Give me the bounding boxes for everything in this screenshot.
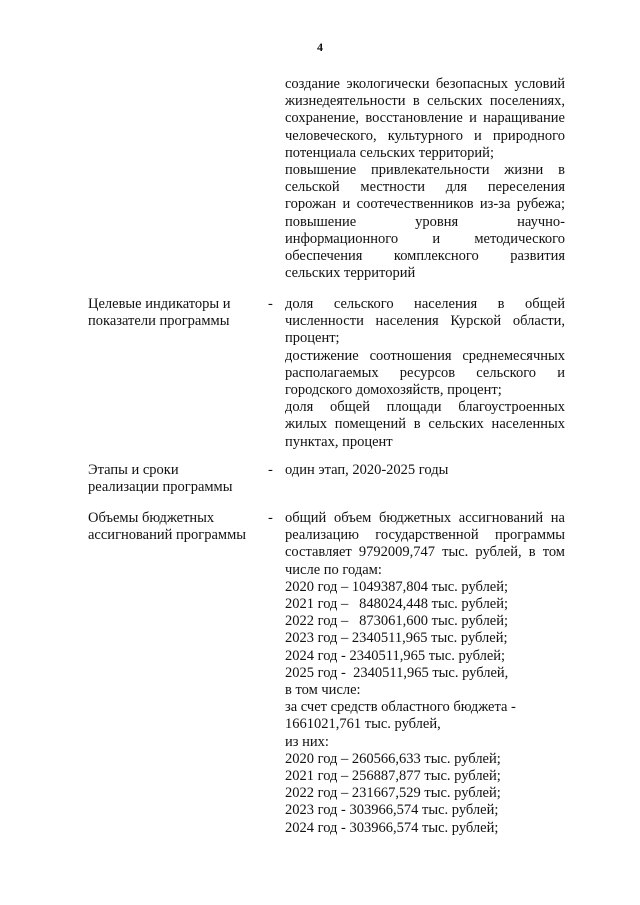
text-line: 2023 год – 2340511,965 тыс. рублей;: [285, 630, 508, 647]
stages-dash: -: [268, 462, 273, 478]
text-line: реализацию государственной программы: [285, 527, 565, 544]
text-line: 2021 год – 848024,448 тыс. рублей;: [285, 596, 509, 613]
stages-label: [88, 462, 258, 496]
text-line: общий объем бюджетных ассигнований на: [285, 510, 565, 526]
budget-dash: -: [268, 510, 273, 526]
text-line: 2022 год – 231667,529 тыс. рублей;: [285, 785, 501, 802]
text-line: 2025 год - 2340511,965 тыс. рублей,: [285, 664, 509, 681]
text-line: жизнедеятельности в сельских поселениях,: [285, 93, 565, 110]
text-line: один этап, 2020-2025 годы: [285, 462, 449, 478]
text-line: в том числе:: [285, 682, 361, 699]
text-line: 2024 год - 2340511,965 тыс. рублей;: [285, 647, 506, 664]
text-line: повышение привлекательности жизни в: [285, 162, 565, 179]
text-line: городского домохозяйств, процент;: [285, 382, 502, 399]
text-line: из них:: [285, 733, 329, 750]
label-line: реализации программы: [88, 479, 233, 496]
page-number: 4: [317, 40, 323, 54]
indicators-content: [285, 296, 565, 451]
label-line: ассигнований программы: [88, 527, 247, 544]
budget-content: [285, 510, 565, 837]
label-line: Объемы бюджетных: [88, 510, 215, 526]
indicators-dash: -: [268, 296, 273, 312]
text-line: составляет 9792009,747 тыс. рублей, в том: [285, 544, 565, 561]
text-line: за счет средств областного бюджета -: [285, 699, 516, 716]
text-line: обеспечения комплексного развития: [285, 248, 565, 265]
text-line: 2020 год – 260566,633 тыс. рублей;: [285, 750, 501, 767]
label-line: Целевые индикаторы и: [88, 296, 231, 312]
text-line: горожан и соотечественников из-за рубежа;: [285, 196, 565, 213]
text-line: создание экологически безопасных условий: [285, 76, 565, 92]
text-line: 2020 год – 1049387,804 тыс. рублей;: [285, 578, 509, 595]
stages-content: [285, 462, 565, 479]
tasks-continuation: [285, 76, 565, 282]
text-line: числе по годам:: [285, 561, 382, 578]
label-line: Этапы и сроки: [88, 462, 179, 478]
text-line: 2021 год – 256887,877 тыс. рублей;: [285, 768, 501, 785]
text-line: сельских территорий: [285, 265, 416, 282]
text-line: процент;: [285, 330, 340, 347]
text-line: 2024 год - 303966,574 тыс. рублей;: [285, 819, 499, 836]
text-line: пунктах, процент: [285, 433, 393, 450]
text-line: 1661021,761 тыс. рублей,: [285, 716, 441, 733]
text-line: потенциала сельских территорий;: [285, 144, 494, 161]
text-line: 2022 год – 873061,600 тыс. рублей;: [285, 613, 509, 630]
text-line: сохранение, восстановление и наращивание: [285, 110, 565, 127]
text-line: численности населения Курской области,: [285, 313, 565, 330]
indicators-label: [88, 296, 258, 330]
text-line: человеческого, культурного и природного: [285, 127, 565, 144]
text-line: сельской местности для переселения: [285, 179, 565, 196]
text-line: 2023 год - 303966,574 тыс. рублей;: [285, 802, 499, 819]
text-line: повышение уровня научно-: [285, 213, 565, 230]
text-line: доля общей площади благоустроенных: [285, 399, 565, 416]
text-line: достижение соотношения среднемесячных: [285, 347, 565, 364]
text-line: располагаемых ресурсов сельского и: [285, 364, 565, 381]
budget-label: [88, 510, 258, 544]
text-line: доля сельского населения в общей: [285, 296, 565, 312]
text-line: информационного и методического: [285, 230, 565, 247]
text-line: жилых помещений в сельских населенных: [285, 416, 565, 433]
label-line: показатели программы: [88, 313, 230, 330]
